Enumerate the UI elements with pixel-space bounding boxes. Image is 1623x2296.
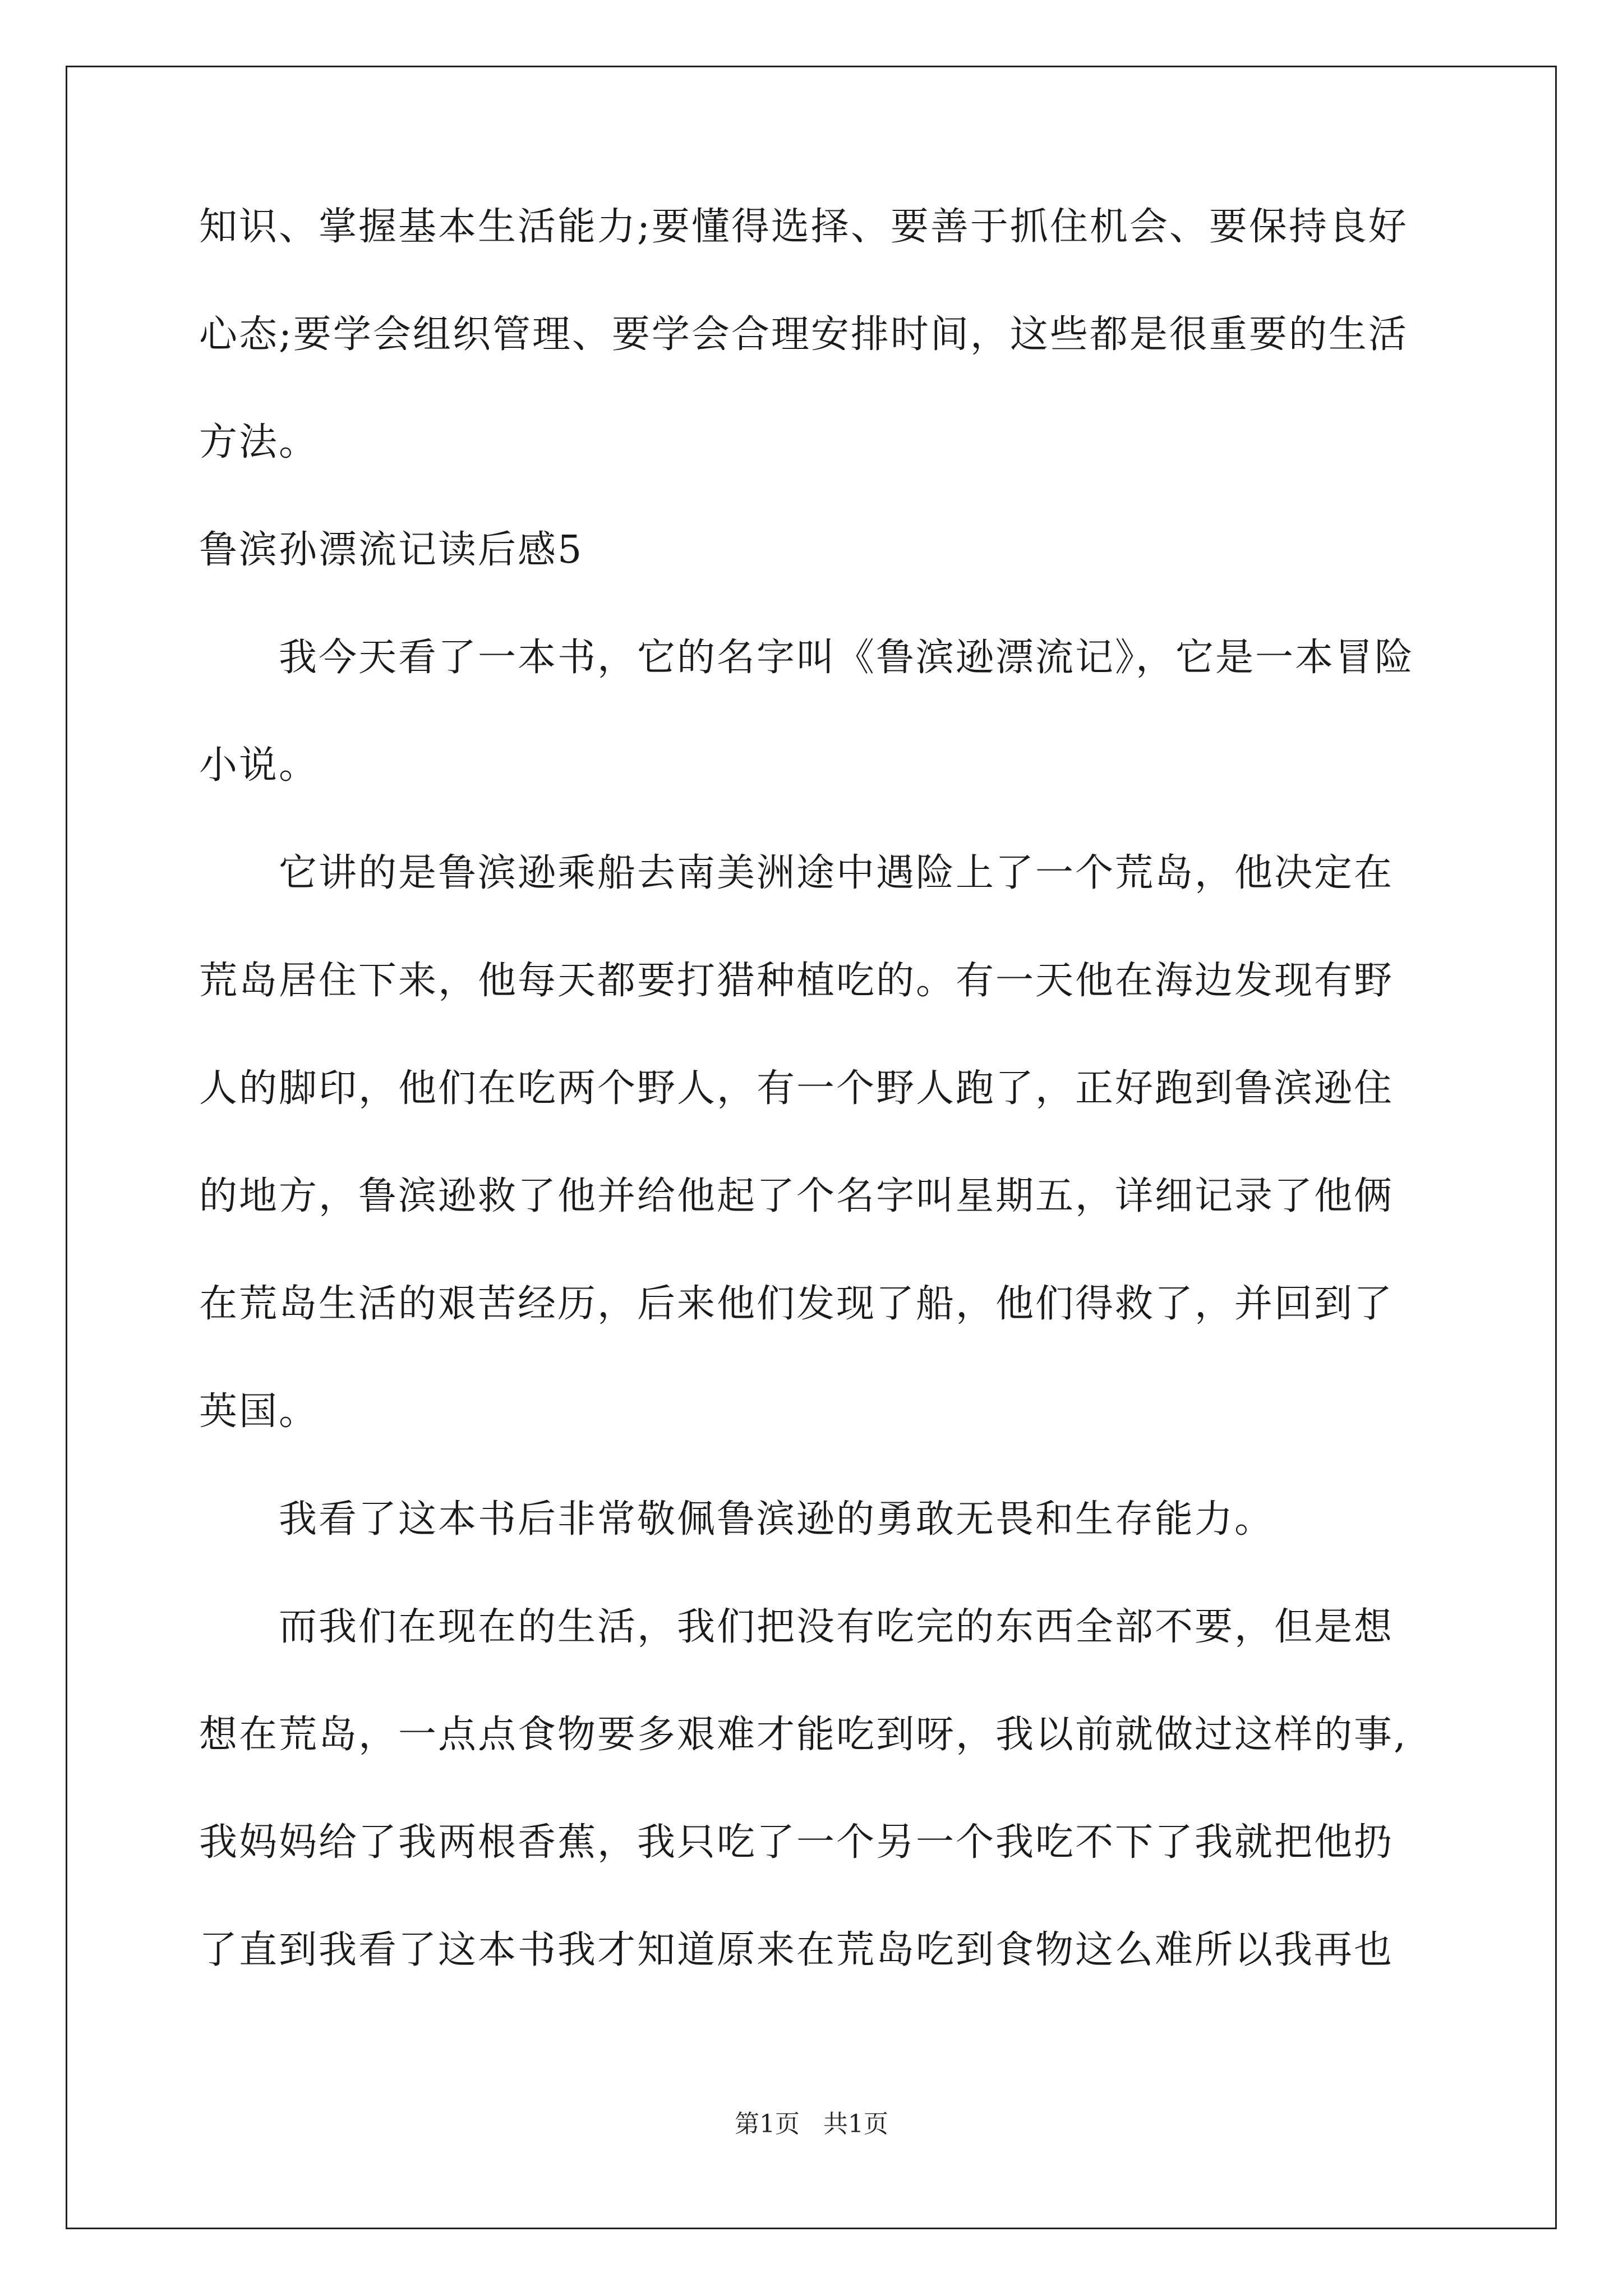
text-line: 它讲的是鲁滨逊乘船去南美洲途中遇险上了一个荒岛，他决定在: [199, 851, 1394, 895]
text-line: 我看了这本书后非常敬佩鲁滨逊的勇敢无畏和生存能力。: [199, 1497, 1275, 1542]
text-line: 方法。: [199, 420, 319, 464]
page-number: 第1页: [735, 2110, 800, 2138]
text-line: 人的脚印，他们在吃两个野人，有一个野人跑了，正好跑到鲁滨逊住: [199, 1066, 1394, 1111]
text-line: 小说。: [199, 743, 319, 788]
text-line: 心态;要学会组织管理、要学会合理安排时间，这些都是很重要的生活: [199, 312, 1408, 357]
text-line: 荒岛居住下来，他每天都要打猎种植吃的。有一天他在海边发现有野: [199, 959, 1394, 1003]
text-line: 了直到我看了这本书我才知道原来在荒岛吃到食物这么难所以我再也: [199, 1928, 1394, 1972]
page-total: 共1页: [823, 2110, 888, 2138]
text-line: 的地方，鲁滨逊救了他并给他起了个名字叫星期五，详细记录了他俩: [199, 1174, 1394, 1218]
text-line: 想在荒岛，一点点食物要多艰难才能吃到呀，我以前就做过这样的事,: [199, 1713, 1408, 1757]
page-border: [66, 66, 1557, 2229]
text-line: 在荒岛生活的艰苦经历，后来他们发现了船，他们得救了，并回到了: [199, 1282, 1394, 1326]
section-heading: 鲁滨孙漂流记读后感5: [199, 528, 584, 572]
text-line: 英国。: [199, 1389, 319, 1434]
text-line: 我今天看了一本书，它的名字叫《鲁滨逊漂流记》，它是一本冒险: [199, 636, 1415, 680]
text-line: 而我们在现在的生活，我们把没有吃完的东西全部不要，但是想: [199, 1605, 1394, 1649]
text-line: 我妈妈给了我两根香蕉，我只吃了一个另一个我吃不下了我就把他扔: [199, 1820, 1394, 1865]
page-footer: [0, 2104, 1623, 2139]
text-line: 知识、掌握基本生活能力;要懂得选择、要善于抓住机会、要保持良好: [199, 205, 1408, 249]
